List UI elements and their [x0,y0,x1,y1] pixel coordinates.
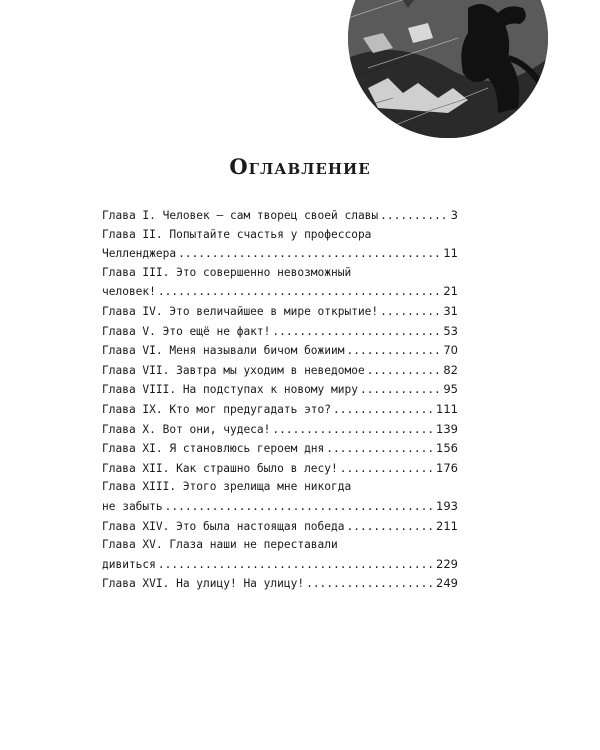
toc-entry-line [102,302,458,322]
toc-leader-dots [272,323,441,342]
toc-title: Оглавление [229,154,371,179]
toc-leader-dots [326,440,434,459]
toc-entry-line [102,574,458,594]
toc-page-number: 111 [436,401,458,416]
toc-entry-text: Глава IX. Кто мог предугадать это? [102,402,332,416]
toc-page-number: 139 [436,421,458,436]
toc-page-number: 176 [436,460,458,475]
toc-entry-line [102,478,458,497]
toc-entry-line [102,420,458,440]
toc-entry-text: Глава XIV. Это была настоящая победа [102,519,345,533]
toc-entry-line [102,341,458,361]
toc-entry-line [102,380,458,400]
toc-entry-text: дивиться [102,557,156,571]
toc-entry-line [102,244,458,264]
toc-entry-text: Глава XII. Как страшно было в лесу! [102,461,338,475]
toc-entry-line [102,400,458,420]
toc-entry-line [102,282,458,302]
toc-page-number: 53 [443,323,458,338]
toc-leader-dots [346,342,441,361]
toc-leader-dots [272,421,434,440]
toc-entry-line [102,459,458,479]
toc-entry-text: Глава XIII. Этого зрелища мне никогда [102,480,352,494]
toc-entry-text: не забыть [102,499,163,513]
toc-leader-dots [178,245,441,264]
toc-leader-dots [158,283,441,302]
toc-leader-dots [380,207,449,226]
toc-entry-text: Глава I. Человек — сам творец своей славы [102,209,379,222]
toc-entry-text: Глава VII. Завтра мы уходим в неведомое [102,363,365,377]
toc-entry-text: человек! [102,285,156,299]
toc-entry-line [102,206,458,226]
dinosaur-illustration [348,0,548,138]
toc-page-number: 21 [443,284,458,299]
toc-entry-text: Глава XVI. На улицу! На улицу! [102,577,305,591]
toc-entry-line [102,322,458,342]
toc-leader-dots [165,498,434,517]
toc-page-number: 70 [443,343,458,358]
toc-entry-line [102,226,458,245]
toc-entry-line [102,264,458,283]
toc-entry-text: Глава V. Это ещё не факт! [102,324,271,338]
toc-leader-dots [340,460,434,479]
toc-page-number: 11 [443,246,458,261]
toc-leader-dots [306,575,434,594]
toc-page-number: 193 [436,498,458,513]
toc-leader-dots [158,556,434,575]
toc-leader-dots [346,518,434,537]
toc-entry-text: Челленджера [102,247,177,261]
toc-page-number: 229 [436,556,458,571]
toc-page-number: 211 [436,518,458,533]
toc-entry-text: Глава III. Это совершенно невозможный [102,265,352,279]
toc-entry-text: Глава XI. Я становлюсь героем дня [102,442,325,456]
toc-entry-text: Глава II. Попытайте счастья у профессора [102,227,372,241]
toc-entry-text: Глава VI. Меня называли бичом божиим [102,344,345,358]
toc-page-number: 156 [436,441,458,456]
toc-entry-line [102,497,458,517]
toc-leader-dots [360,381,441,400]
toc-page-number: 31 [443,303,458,318]
toc-leader-dots [380,303,441,322]
toc-leader-dots [367,362,442,381]
toc-page-number: 3 [450,208,458,222]
engraving-image [348,0,548,138]
toc-leader-dots [333,401,434,420]
toc-page-number: 95 [443,382,458,397]
toc-entry-line [102,555,458,575]
toc-entry-line [102,517,458,537]
toc-entry-text: Глава IV. Это величайшее в мире открытие! [102,304,379,318]
toc-entry-text: Глава X. Вот они, чудеса! [102,422,271,436]
toc-entry-text: Глава VIII. На подступах к новому миру [102,383,358,397]
toc-entry-line [102,536,458,555]
toc-page-number: 82 [443,362,458,377]
toc-list [102,206,458,594]
toc-entry-line [102,361,458,381]
toc-entry-text: Глава XV. Глаза наши не переставали [102,538,338,552]
toc-entry-line [102,439,458,459]
toc-page-number: 249 [436,576,458,591]
